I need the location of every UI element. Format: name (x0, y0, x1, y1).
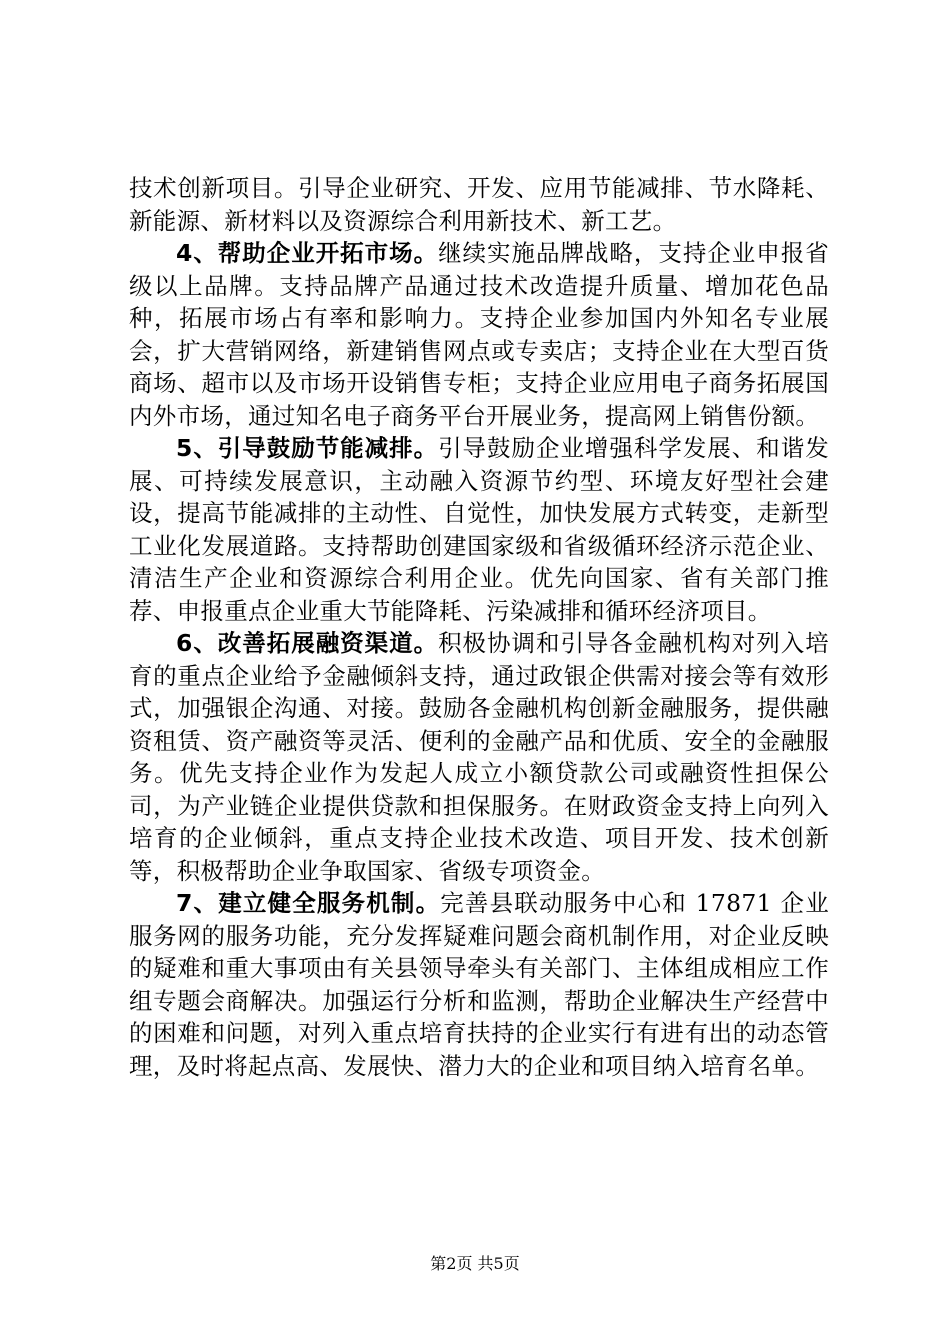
paragraph-body: 引导鼓励企业增强科学发展、和谐发展、可持续发展意识，主动融入资源节约型、环境友好型社会建设，提高节能减排的主动性、自觉性，加快发展方式转变，走新型工业化发展道路。支持帮助创建国家级和省级循环经济示范企业、清洁生产企业和资源综合利用企业。优先向国家、省有关部门推荐、申报重点企业重大节能降耗、污染减排和循环经济项目。 (129, 434, 829, 625)
paragraph-heading: 4、帮助企业开拓市场。 (176, 239, 439, 267)
paragraph-body: 继续实施品牌战略，支持企业申报省级以上品牌。支持品牌产品通过技术改造提升质量、增加花色品种，拓展市场占有率和影响力。支持企业参加国内外知名专业展会，扩大营销网络，新建销售网点或专卖店；支持企业在大型百货商场、超市以及市场开设销售专柜；支持企业应用电子商务拓展国内外市场，通过知名电子商务平台开展业务，提高网上销售份额。 (129, 239, 829, 430)
paragraph-item-6 (129, 627, 829, 887)
document-body (129, 172, 829, 1082)
paragraph-body: 完善县联动服务中心和 17871 企业服务网的服务功能，充分发挥疑难问题会商机制作用，对企业反映的疑难和重大事项由有关县领导牵头有关部门、主体组成相应工作组专题会商解决。加强运行分析和监测，帮助企业解决生产经营中的困难和问题，对列入重点培育扶持的企业实行有进有出的动态管理，及时将起点高、发展快、潜力大的企业和项目纳入培育名单。 (129, 889, 829, 1080)
paragraph-heading: 5、引导鼓励节能减排。 (176, 434, 439, 462)
paragraph-item-7 (129, 887, 829, 1082)
paragraph-item-5 (129, 432, 829, 627)
paragraph-body: 技术创新项目。引导企业研究、开发、应用节能减排、节水降耗、新能源、新材料以及资源综合利用新技术、新工艺。 (129, 174, 829, 235)
paragraph-heading: 6、改善拓展融资渠道。 (176, 629, 439, 657)
page-footer: 第2页 共5页 (430, 1254, 520, 1273)
paragraph-heading: 7、建立健全服务机制。 (176, 889, 441, 917)
paragraph-body: 积极协调和引导各金融机构对列入培育的重点企业给予金融倾斜支持，通过政银企供需对接会等有效形式，加强银企沟通、对接。鼓励各金融机构创新金融服务，提供融资租赁、资产融资等灵活、便利的金融产品和优质、安全的金融服务。优先支持企业作为发起人成立小额贷款公司或融资性担保公司，为产业链企业提供贷款和担保服务。在财政资金支持上向列入培育的企业倾斜，重点支持企业技术改造、项目开发、技术创新等，积极帮助企业争取国家、省级专项资金。 (129, 629, 829, 885)
paragraph-continuation (129, 172, 829, 237)
paragraph-item-4 (129, 237, 829, 432)
